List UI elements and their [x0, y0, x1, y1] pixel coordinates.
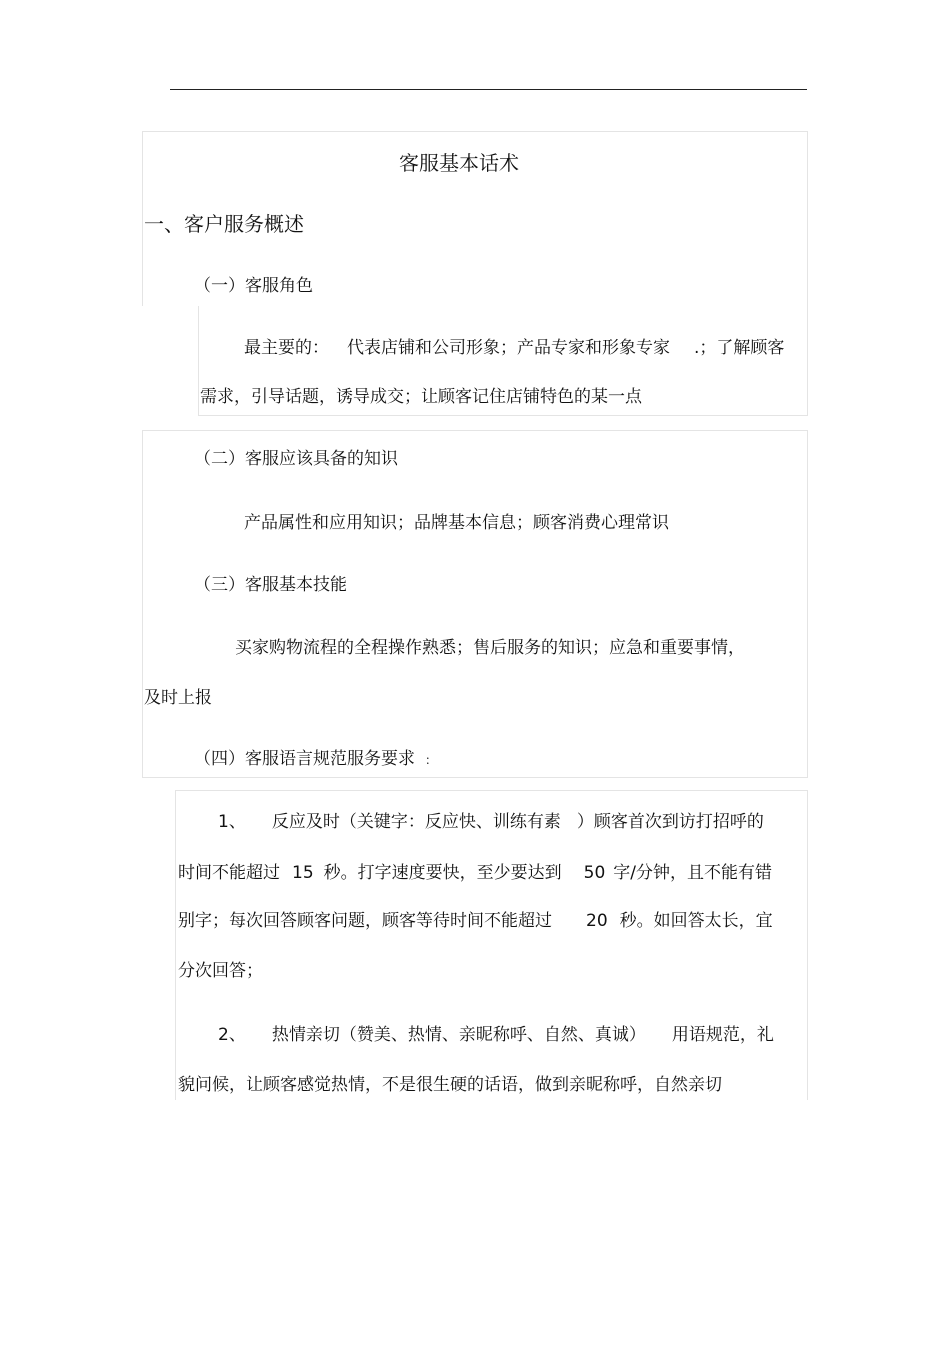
- paragraph-skills-line-2: 及时上报: [144, 688, 212, 708]
- frame-box-4: [175, 790, 808, 1100]
- paragraph-knowledge: 产品属性和应用知识；品牌基本信息；顾客消费心理常识: [244, 513, 669, 533]
- text-span: 最主要的：: [244, 338, 329, 358]
- paragraph-skills-line-1: 买家购物流程的全程操作熟悉；售后服务的知识；应急和重要事情，: [235, 638, 745, 658]
- text-span: 代表店铺和公司形象；产品专家和形象专家: [347, 338, 670, 358]
- subsection-heading-1: （一）客服角色: [194, 276, 313, 296]
- section-heading-1: 一、客户服务概述: [144, 212, 304, 236]
- subsection-heading-2: （二）客服应该具备的知识: [194, 449, 398, 469]
- text-span: ）顾客首次到访打招呼的: [576, 812, 764, 832]
- header-rule: [170, 89, 807, 90]
- text-span: .；了解顾客: [694, 338, 785, 358]
- text-span: 秒。打字速度要快，至少要达到: [323, 863, 562, 883]
- text-span: 时间不能超过: [178, 863, 280, 883]
- document-title: 客服基本话术: [399, 151, 519, 175]
- frame-box-3: [142, 430, 808, 778]
- text-span: 反应及时（关键字：反应快、训练有素: [271, 812, 561, 832]
- subsection-heading-3: （三）客服基本技能: [194, 575, 347, 595]
- item-1-line-4: 分次回答；: [178, 961, 263, 981]
- list-number: 2、: [218, 1025, 246, 1045]
- text-span: 50: [583, 863, 606, 883]
- item-1-line-1: [218, 807, 764, 832]
- item-1-line-3: [178, 906, 773, 931]
- text-span: 秒。如回答太长，宜: [619, 911, 773, 931]
- text-span: ：: [425, 753, 438, 767]
- text-span: 20: [586, 911, 608, 931]
- text-span: 别字；每次回答顾客问题，顾客等待时间不能超过: [178, 911, 552, 931]
- list-number: 1、: [218, 812, 246, 832]
- paragraph-role-line-2: 需求，引导话题，诱导成交；让顾客记住店铺特色的某一点: [200, 387, 642, 407]
- paragraph-role-line-1: [244, 333, 784, 358]
- text-span: （四）客服语言规范服务要求: [194, 749, 415, 769]
- text-span: 15: [292, 863, 314, 883]
- item-1-line-2: [178, 858, 772, 883]
- item-2-line-1: [218, 1020, 774, 1045]
- text-span: 热情亲切（赞美、热情、亲昵称呼、自然、真诚）: [271, 1025, 646, 1045]
- text-span: 字/分钟，且不能有错: [613, 863, 773, 883]
- item-2-line-2: 貌问候，让顾客感觉热情，不是很生硬的话语，做到亲昵称呼，自然亲切: [178, 1075, 722, 1095]
- text-span: 用语规范，礼: [671, 1025, 774, 1045]
- subsection-heading-4: [194, 744, 437, 769]
